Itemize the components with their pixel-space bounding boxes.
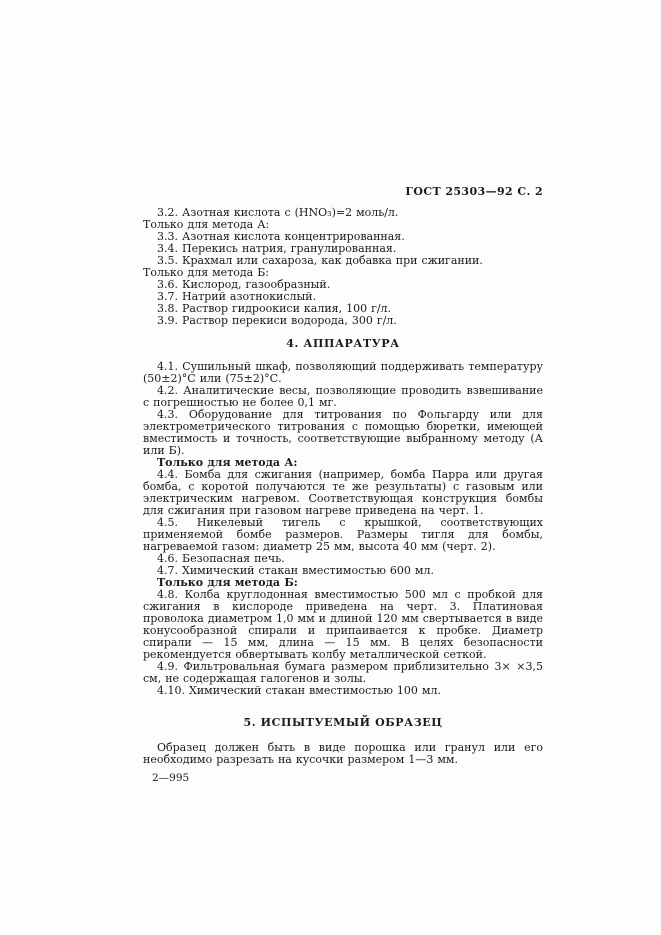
para-4-4: 4.4. Бомба для сжигания (например, бомба Парра или другая бомба, с коротой получаются те же результаты) с газовым или электрическим нагревом. Соответствующая конструкция бомбы для сжигания при газовом нагреве приведена на черт. 1.: [143, 468, 543, 517]
para-4-6: 4.6. Безопасная печь.: [157, 552, 285, 565]
para-4-10: 4.10. Химический стакан вместимостью 100 мл.: [157, 684, 441, 697]
para-3-2: 3.2. Азотная кислота c (HNO₃)=2 моль/л.: [157, 206, 399, 219]
para-4-8: 4.8. Колба круглодонная вместимостью 500 мл с пробкой для сжигания в кислороде приведена на черт. 3. Платиновая проволока диаметром 1,0 мм и длиной 120 мм свертывается в виде конусообразной спирали и припаивается к пробке. Диаметр спирали — 15 мм, длина — 15 мм. В целях безопасности рекомендуется обвертывать колбу металлической сеткой.: [143, 588, 543, 661]
para-3-5: 3.5. Крахмал или сахароза, как добавка при сжигании.: [157, 254, 483, 267]
document-text-block: [143, 186, 543, 784]
para-4-9: 4.9. Фильтровальная бумага размером приблизительно 3× ×3,5 см, не содержащая галогенов и золы.: [143, 660, 543, 685]
label-method-a-sec4: Только для метода А:: [157, 456, 298, 469]
label-method-a-sec3: Только для метода А:: [143, 218, 270, 231]
para-3-9: 3.9. Раствор перекиси водорода, 300 г/л.: [157, 314, 397, 327]
para-3-8: 3.8. Раствор гидроокиси калия, 100 г/л.: [157, 302, 392, 315]
para-3-4: 3.4. Перекись натрия, гранулированная.: [157, 242, 397, 255]
para-4-3: 4.3. Оборудование для титрования по Фольгарду или для электрометрического титрования с помощью бюретки, имеющей вместимость и точность, соответствующие выбранному методу (А или Б).: [143, 408, 543, 457]
label-method-b-sec3: Только для метода Б:: [143, 266, 270, 279]
para-4-2: 4.2. Аналитические весы, позволяющие проводить взвешивание с погрешностью не более 0,1 мг.: [143, 384, 543, 409]
para-3-3: 3.3. Азотная кислота концентрированная.: [157, 230, 405, 243]
label-method-b-sec4: Только для метода Б:: [157, 576, 298, 589]
section-4-title: 4. АППАРАТУРА: [286, 337, 400, 350]
para-3-6: 3.6. Кислород, газообразный.: [157, 278, 331, 291]
section-5-title: 5. ИСПЫТУЕМЫЙ ОБРАЗЕЦ: [243, 716, 443, 729]
para-4-5: 4.5. Никелевый тигель с крышкой, соответствующих применяемой бомбе размеров. Размеры тигля для бомбы, нагреваемой газом: диаметр 25 мм, высота 40 мм (черт. 2).: [143, 516, 543, 553]
para-3-7: 3.7. Натрий азотнокислый.: [157, 290, 317, 303]
para-5-1: Образец должен быть в виде порошка или гранул или его необходимо разрезать на кусочки размером 1—3 мм.: [143, 741, 543, 766]
para-4-1: 4.1. Сушильный шкаф, позволяющий поддерживать температуру (50±2)°С или (75±2)°С.: [143, 360, 543, 385]
page-header-stamp: ГОСТ 25303—92 С. 2: [405, 185, 543, 198]
para-4-7: 4.7. Химический стакан вместимостью 600 мл.: [157, 564, 434, 577]
print-order-mark: 2—995: [152, 772, 190, 784]
